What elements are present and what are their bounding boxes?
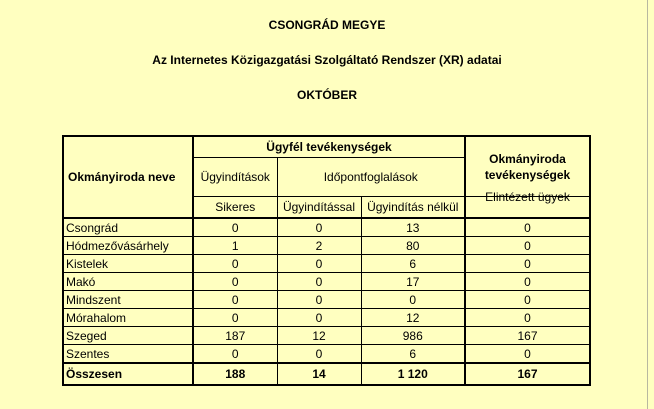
settled-cases-header: Elintézett ügyek bbox=[465, 187, 590, 209]
successful-cell: 0 bbox=[193, 345, 277, 364]
without-case-cell: 13 bbox=[361, 218, 465, 237]
with-case-cell: 0 bbox=[277, 309, 361, 327]
with-case-cell: 0 bbox=[277, 345, 361, 364]
settled-cell: 167 bbox=[465, 327, 590, 345]
total-settled: 167 bbox=[465, 363, 590, 385]
county-title: CSONGRÁD MEGYE bbox=[268, 18, 386, 32]
table-row bbox=[63, 309, 590, 327]
office-name-cell: Mindszent bbox=[63, 291, 193, 309]
without-case-cell: 17 bbox=[361, 273, 465, 291]
office-name-header: Okmányiroda neve bbox=[63, 136, 193, 218]
cases-subheader: Ügyindítások bbox=[193, 158, 277, 197]
table-row bbox=[63, 255, 590, 273]
appointments-subheader: Időpontfoglalások bbox=[277, 158, 465, 197]
successful-cell: 0 bbox=[193, 273, 277, 291]
without-case-cell: 12 bbox=[361, 309, 465, 327]
month-title: OKTÓBER bbox=[297, 88, 357, 102]
total-without-case: 1 120 bbox=[361, 363, 465, 385]
table-row bbox=[63, 327, 590, 345]
office-name-cell: Szeged bbox=[63, 327, 193, 345]
total-label: Összesen bbox=[63, 363, 193, 385]
total-with-case: 14 bbox=[277, 363, 361, 385]
total-successful: 188 bbox=[193, 363, 277, 385]
office-name-cell: Szentes bbox=[63, 345, 193, 364]
table-row bbox=[63, 345, 590, 364]
office-name-cell: Hódmezővásárhely bbox=[63, 237, 193, 255]
table-row bbox=[63, 291, 590, 309]
office-activities-header: Okmányiroda tevékenységek bbox=[465, 136, 590, 197]
successful-cell: 0 bbox=[193, 309, 277, 327]
without-case-cell: 80 bbox=[361, 237, 465, 255]
report-subtitle: Az Internetes Közigazgatási Szolgáltató Rendszer (XR) adatai bbox=[152, 53, 502, 67]
without-case-header: Ügyindítás nélkül bbox=[361, 197, 465, 219]
with-case-cell: 0 bbox=[277, 291, 361, 309]
settled-cell: 0 bbox=[465, 309, 590, 327]
successful-cell: 187 bbox=[193, 327, 277, 345]
table-row bbox=[63, 218, 590, 237]
with-case-cell: 0 bbox=[277, 273, 361, 291]
with-case-cell: 12 bbox=[277, 327, 361, 345]
successful-cell: 0 bbox=[193, 218, 277, 237]
without-case-cell: 0 bbox=[361, 291, 465, 309]
settled-cell: 0 bbox=[465, 255, 590, 273]
with-case-header: Ügyindítással bbox=[277, 197, 361, 219]
without-case-cell: 6 bbox=[361, 255, 465, 273]
successful-cell: 0 bbox=[193, 291, 277, 309]
successful-header: Sikeres bbox=[193, 197, 277, 219]
office-name-cell: Mórahalom bbox=[63, 309, 193, 327]
with-case-cell: 0 bbox=[277, 218, 361, 237]
settled-cell: 0 bbox=[465, 291, 590, 309]
settled-cell: 0 bbox=[465, 273, 590, 291]
office-name-cell: Csongrád bbox=[63, 218, 193, 237]
settled-cell: 0 bbox=[465, 218, 590, 237]
table-row bbox=[63, 273, 590, 291]
total-row bbox=[63, 363, 590, 385]
successful-cell: 0 bbox=[193, 255, 277, 273]
office-name-cell: Makó bbox=[63, 273, 193, 291]
successful-cell: 1 bbox=[193, 237, 277, 255]
office-name-cell: Kistelek bbox=[63, 255, 193, 273]
table-row bbox=[63, 237, 590, 255]
settled-cell: 0 bbox=[465, 237, 590, 255]
client-activities-header: Ügyfél tevékenységek bbox=[193, 136, 465, 158]
without-case-cell: 986 bbox=[361, 327, 465, 345]
statistics-table bbox=[62, 135, 591, 386]
with-case-cell: 0 bbox=[277, 255, 361, 273]
with-case-cell: 2 bbox=[277, 237, 361, 255]
without-case-cell: 6 bbox=[361, 345, 465, 364]
settled-cell: 0 bbox=[465, 345, 590, 364]
